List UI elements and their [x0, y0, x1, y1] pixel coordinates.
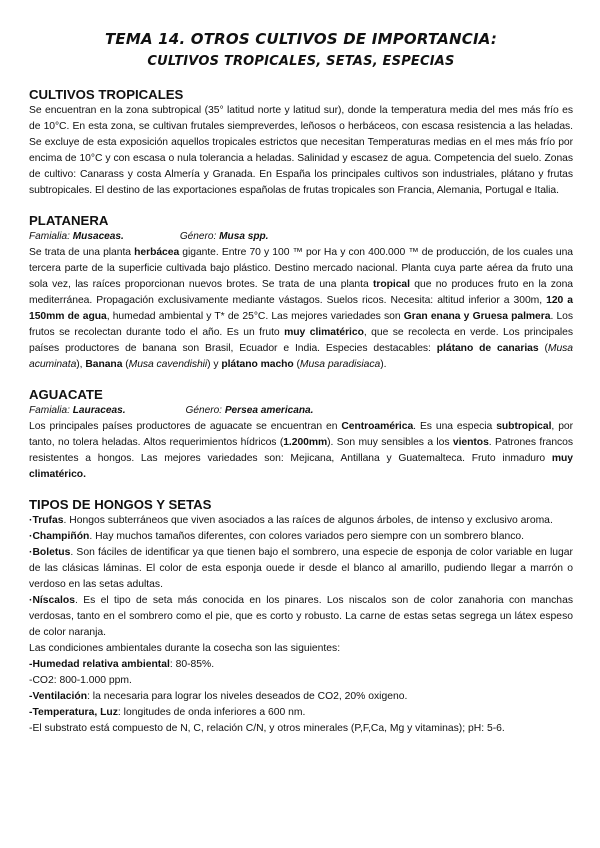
section-platanera	[29, 212, 573, 373]
page-subtitle: CULTIVOS TROPICALES, SETAS, ESPECIAS	[147, 54, 455, 69]
platanera-paragraph: Se trata de una planta herbácea gigante. Entre 70 y 100 ™ por Ha y con 400.000 ™ de producción, de los cuales una tercera parte de la superficie cultivada bajo plástico. Destino mercado nacional. Planta cuya parte aérea da fruto una sola vez, las raíces proporcionan nuevos brotes. Se trata de una planta tropical que no produces fruto en la zona mediterránea. Propagación exclusivamente mediante vástagos. Suelos ricos. Necesita: altitud inferior a 300m, 120 a 150mm de agua, humedad ambiental y T* de 25°C. Las mejores variedades son Gran enana y Gruesa palmera. Los frutos se recolectan durante todo el año. Es un fruto muy climatérico, que se recolecta en verde. Los principales países productores de banana son Brasil, Ecuador e India. Especies destacables: plátano de canarias (Musa acuminata), Banana (Musa cavendishii) y plátano macho (Musa paradisiaca).	[29, 246, 574, 371]
list-item-niscalos: ·Níscalos. Es el tipo de seta más conocida en los pinares. Los niscalos son de color zanahoria con manchas verdosas, tanto en el sombrero como el pie, que es corto y robusto. La carne de estas setas segrega un látex espeso de color naranja.	[29, 595, 573, 639]
genero-label: Género:	[185, 405, 222, 417]
section-heading-aguacate: AGUACATE	[29, 387, 103, 403]
familia-label: Famialia:	[29, 405, 70, 417]
genero-value: Persea americana.	[224, 405, 314, 417]
condition-temperatura: -Temperatura, Luz: longitudes de onda inferiores a 600 nm.	[29, 707, 306, 719]
document-page	[29, 28, 573, 738]
list-item-boletus: ·Boletus. Son fáciles de identificar ya que tienen bajo el sombrero, una especie de esponja de color variable en lugar de las clásicas láminas. El color de esta esponja ouede ir desde el blanco al amarillo, pudiendo llegar a marrón o verdoso en las setas adultas.	[29, 546, 573, 591]
conditions-intro: Las condiciones ambientales durante la cosecha son las siguientes:	[29, 643, 341, 655]
condition-ventilacion: -Ventilación: la necesaria para lograr los niveles deseados de CO2, 20% oxigeno.	[29, 691, 408, 703]
condition-substrato: -El substrato está compuesto de N, C, relación C/N, y otros minerales (P,F,Ca, Mg y vitaminas); pH: 5-6.	[29, 723, 505, 735]
section-hongos-setas	[29, 496, 573, 738]
condition-humedad: -Humedad relativa ambiental: 80-85%.	[29, 659, 215, 671]
list-item-champinon: ·Champiñón. Hay muchos tamaños diferentes, con colores variados pero siempre con un sombrero blanco.	[29, 530, 524, 542]
page-title: TEMA 14. OTROS CULTIVOS DE IMPORTANCIA:	[104, 30, 498, 48]
familia-value: Musaceas.	[72, 231, 124, 243]
familia-value: Lauraceas.	[72, 405, 126, 417]
section-heading-hongos: TIPOS DE HONGOS Y SETAS	[29, 496, 212, 512]
section-heading-platanera: PLATANERA	[29, 213, 109, 229]
aguacate-taxonomy	[29, 403, 573, 419]
section-cultivos-tropicales	[29, 86, 573, 199]
familia-label: Famialia:	[29, 231, 70, 243]
aguacate-paragraph: Los principales países productores de aguacate se encuentran en Centroamérica. Es una especia subtropical, por tanto, no tolera heladas. Altos requerimientos hídricos (1.200mm). Son muy sensibles a los vientos. Patrones francos resistentes a hongos. Las mejores variedades son: Mejicana, Antillana y Guatemalteca. Fruto inmaduro muy climatérico.	[29, 420, 573, 480]
genero-value: Musa spp.	[219, 231, 269, 243]
condition-co2: -CO2: 800-1.000 ppm.	[29, 675, 132, 687]
genero-label: Género:	[179, 231, 217, 243]
section-heading-tropicales: CULTIVOS TROPICALES	[29, 87, 184, 102]
list-item-trufas: ·Trufas. Hongos subterráneos que viven asociados a las raíces de algunos árboles, de intenso y exclusivo aroma.	[29, 514, 553, 526]
section-aguacate	[29, 386, 573, 483]
platanera-taxonomy	[29, 229, 573, 245]
tropicales-paragraph: Se encuentran en la zona subtropical (35° latitud norte y latitud sur), donde la temperatura media del mes más frío es de 10°C. En esta zona, se cultivan frutales siempreverdes, leñosos o herbáceos, con escasa resistencia a las heladas. Se excluye de esta exposición aquellos tropicales estrictos que necesitan Temperaturas medias en el mes más frío por encima de 10°C y con escasa o nula tolerancia a heladas. Salinidad y escasez de agua. Competencia del suelo. Zonas de cultivo: Canarass y costa Almería y Granada. En España los principales cultivos son industriales, plátano y frutas subtropicales. El destino de las exportaciones españolas de frutas tropicales son Francia, Alemania, Portugal e Italia.	[29, 105, 573, 197]
